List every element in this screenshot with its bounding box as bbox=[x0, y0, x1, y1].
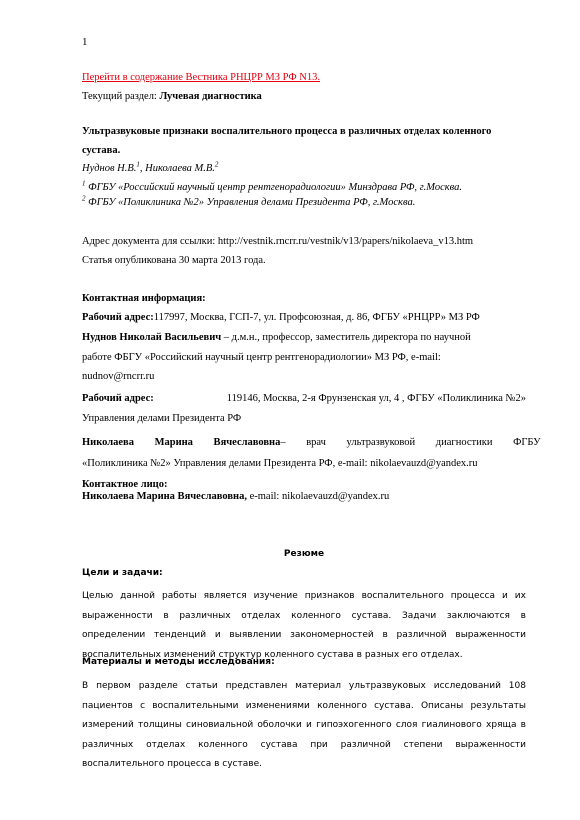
person-1-name: Нуднов Николай Васильевич bbox=[82, 332, 222, 343]
work-address-1: Рабочий адрес:117997, Москва, ГСП-7, ул. Профсоюзная, д. 86, ФГБУ «РНЦРР» МЗ РФ bbox=[82, 312, 480, 323]
methods-text: В первом разделе статьи представлен материал ультразвуковых исследований 108 пациентов с воспалительными изменениями коленного сустава. Описаны результаты измерений толщины синовиальной оболочки и гипоэхогенного слоя гиалинового хряща в различных отделах коленного сустава при различной степени выраженности воспалительного процесса в суставе. bbox=[82, 681, 526, 770]
affiliation-2: $^2$ ФГБУ «Поликлиника №2» Управления делами Президента РФ, г.Москва. bbox=[82, 194, 416, 208]
work-address-2-line2: Управления делами Президента РФ bbox=[82, 413, 242, 424]
published-date: Статья опубликована 30 марта 2013 года. bbox=[82, 255, 266, 266]
person-2-name: Николаева Марина Вячеславовна bbox=[82, 437, 281, 448]
person-1-line1: Нуднов Николай Васильевич – д.м.н., профессор, заместитель директора по научной bbox=[82, 332, 471, 343]
person-2-line2: «Поликлиника №2» Управления делами Президента РФ, e-mail: nikolaevauzd@yandex.ru bbox=[82, 458, 478, 469]
contact-person-heading: Контактное лицо: bbox=[82, 479, 168, 490]
resume-heading: Резюме bbox=[283, 549, 325, 559]
person-1-line2: работе ФБГУ «Российский научный центр рентгенорадиологии» МЗ РФ, e-mail: bbox=[82, 352, 441, 363]
article-title-line1: Ультразвуковые признаки воспалительного процесса в различных отделах коленного bbox=[82, 126, 492, 137]
current-section bbox=[82, 91, 526, 102]
contact-heading: Контактная информация: bbox=[82, 293, 206, 304]
contact-person: Николаева Марина Вячеславовна, e-mail: nikolaevauzd@yandex.ru bbox=[82, 491, 390, 502]
article-title-line2: сустава. bbox=[82, 145, 121, 156]
work-address-2: Рабочий адрес: 119146, Москва, 2-я Фрунзенская ул, 4 , ФГБУ «Поликлиника №2» bbox=[82, 393, 526, 404]
person-1-email: nudnov@rncrr.ru bbox=[82, 371, 155, 382]
section-label: Текущий раздел: bbox=[82, 91, 160, 102]
affiliation-1: $^1$ ФГБУ «Российский научный центр рентгенорадиологии» Минздрава РФ, г.Москва. bbox=[82, 179, 463, 193]
authors: Нуднов Н.В.$^1$, Николаева М.В.$^2$ bbox=[82, 160, 219, 174]
person-2-line1: Николаева Марина Вячеславовна – врач ультразвуковой диагностики ФГБУ bbox=[82, 437, 541, 448]
section-value: Лучевая диагностика bbox=[159, 91, 262, 102]
toc-link-line bbox=[82, 72, 526, 83]
methods-heading: Материалы и методы исследования: bbox=[82, 657, 275, 667]
goals-text: Целью данной работы является изучение признаков воспалительного процесса и их выраженности в различных отделах коленного сустава. Задачи заключаются в определении тенденций и выявлении закономерностей в различной выраженности воспалительных изменений структур коленного сустава в разных его отделах. bbox=[82, 591, 526, 660]
toc-link[interactable]: Перейти в содержание Вестника РНЦРР МЗ РФ N13. bbox=[82, 72, 320, 83]
document-address: Адрес документа для ссылки: http://vestnik.rncrr.ru/vestnik/v13/papers/nikolaeva_v13.htm bbox=[82, 236, 474, 247]
goals-heading: Цели и задачи: bbox=[82, 568, 163, 578]
page-number: 1 bbox=[82, 36, 88, 48]
